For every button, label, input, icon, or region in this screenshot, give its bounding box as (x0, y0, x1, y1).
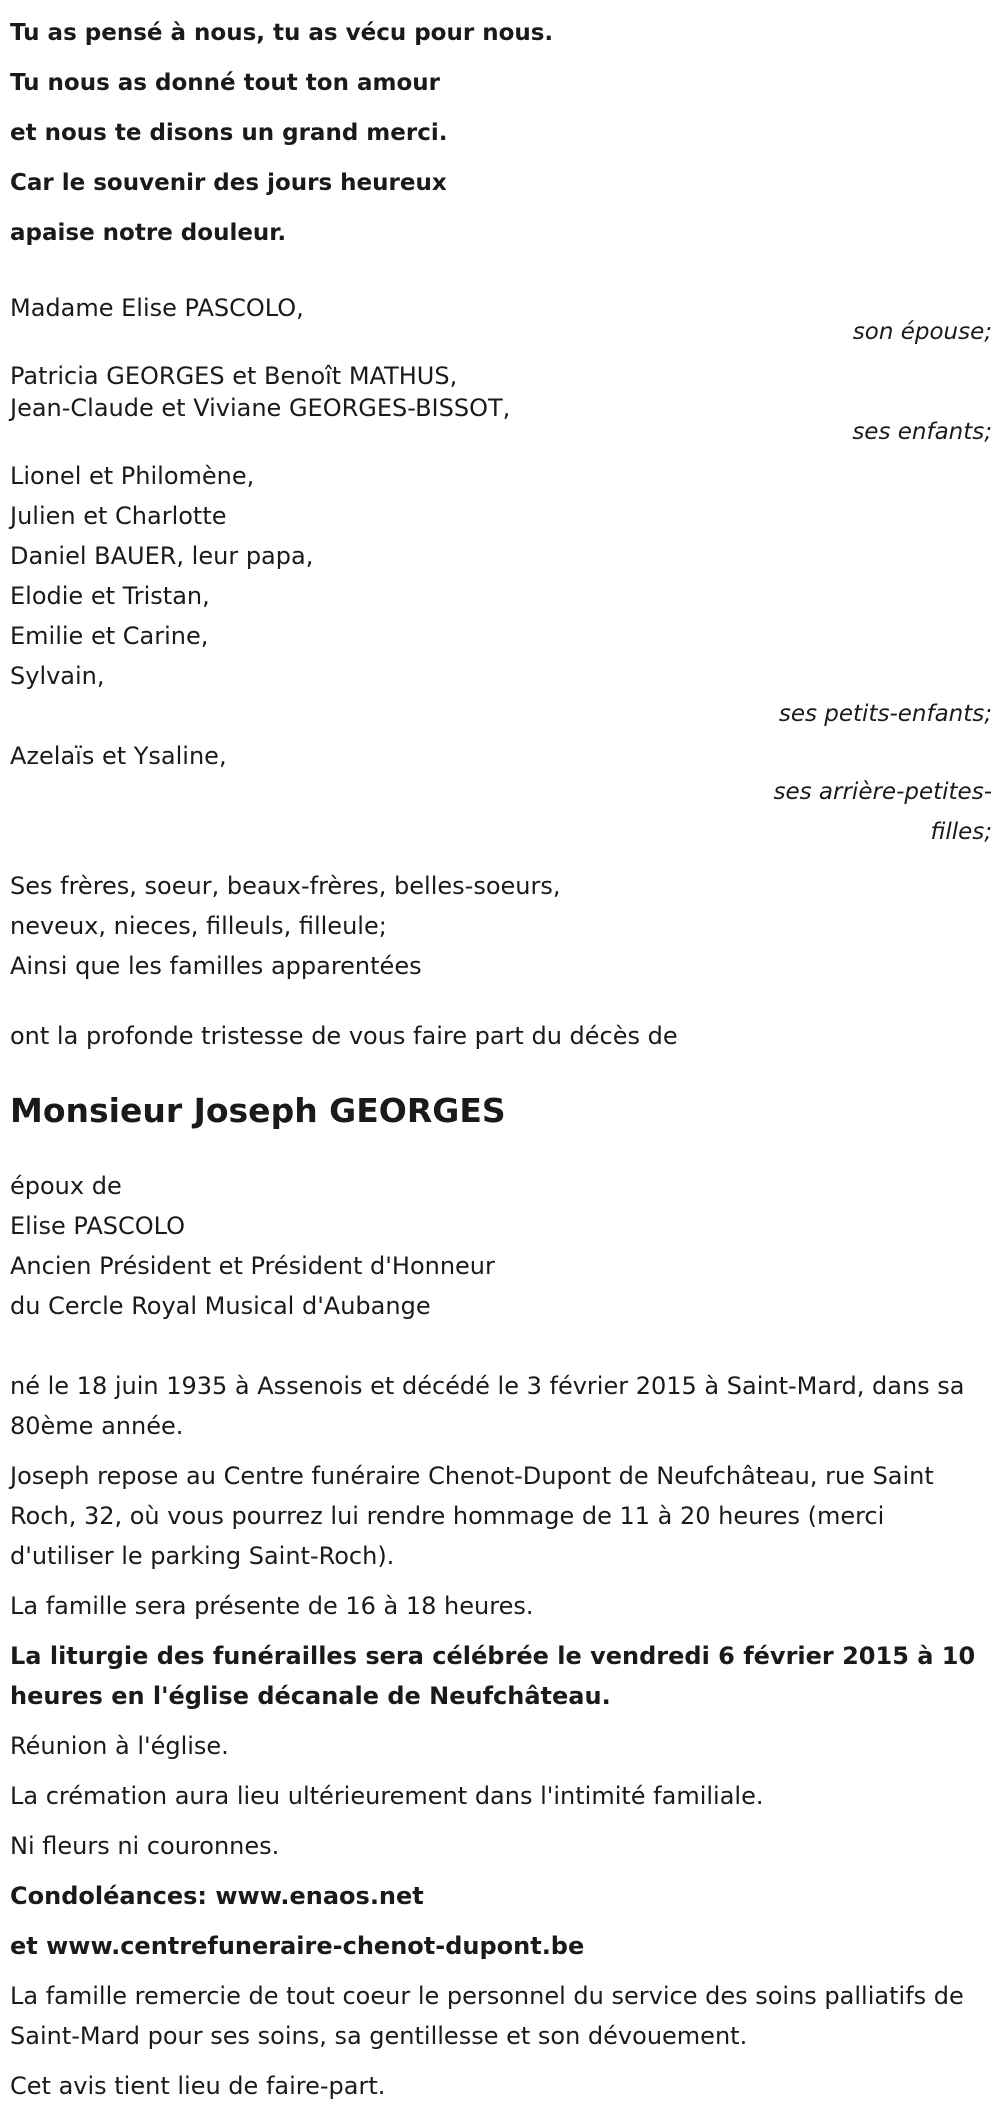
cremation-paragraph: La crémation aura lieu ultérieurement dans l'intimité familiale. (10, 1782, 764, 1810)
others-line: Ainsi que les familles apparentées (10, 952, 422, 980)
rest-paragraph: Joseph repose au Centre funéraire Chenot-Dupont de Neufchâteau, rue Saint Roch, 32, où vous pourrez lui rendre hommage de 11 à 20 heures (merci d'utiliser le parking Saint-Roch). (10, 1462, 934, 1570)
family-great-grandchildren (10, 736, 992, 852)
family-spouse (10, 288, 992, 352)
family-present-paragraph: La famille sera présente de 16 à 18 heures. (10, 1592, 534, 1620)
grandchild-name: Lionel et Philomène, (10, 462, 255, 490)
deceased-detail: Elise PASCOLO (10, 1212, 186, 1240)
announcement-text: ont la profonde tristesse de vous faire part du décès de (10, 1022, 678, 1050)
meeting-paragraph: Réunion à l'église. (10, 1732, 229, 1760)
family-grandchildren (10, 456, 992, 734)
others-line: Ses frères, soeur, beaux-frères, belles-soeurs, (10, 872, 561, 900)
liturgy-paragraph: La liturgie des funérailles sera célébrée le vendredi 6 février 2015 à 10 heures en l'église décanale de Neufchâteau. (10, 1642, 976, 1710)
no-flowers-paragraph: Ni fleurs ni couronnes. (10, 1832, 280, 1860)
spouse-name: Madame Elise PASCOLO, (10, 294, 304, 322)
others-line: neveux, nieces, filleuls, filleule; (10, 912, 387, 940)
grandchildren-role: ses petits-enfants; (778, 701, 992, 727)
deceased-detail: époux de (10, 1172, 122, 1200)
family-children (10, 356, 992, 452)
birth-paragraph: né le 18 juin 1935 à Assenois et décédé le 3 février 2015 à Saint-Mard, dans sa 80ème année. (10, 1372, 965, 1440)
great-grandchildren-role-line2: filles; (930, 819, 992, 845)
poem-line: et nous te disons un grand merci. (10, 120, 448, 146)
children-role: ses enfants; (852, 419, 992, 445)
grandchild-name: Julien et Charlotte (10, 502, 227, 530)
announcement (10, 1016, 992, 1056)
obituary-page (10, 0, 992, 2116)
spouse-role: son épouse; (852, 319, 992, 345)
grandchild-name: Emilie et Carine, (10, 622, 209, 650)
great-grandchildren-role-line1: ses arrière-petites- (773, 779, 992, 805)
poem-line: Tu as pensé à nous, tu as vécu pour nous. (10, 20, 554, 46)
great-grandchild-name: Azelaïs et Ysaline, (10, 742, 227, 770)
condolences-line-2: et www.centrefuneraire-chenot-dupont.be (10, 1932, 585, 1960)
poem-line: apaise notre douleur. (10, 220, 287, 246)
family-others (10, 866, 992, 986)
grandchild-name: Sylvain, (10, 662, 105, 690)
deceased-detail: du Cercle Royal Musical d'Aubange (10, 1292, 431, 1320)
deceased-detail: Ancien Président et Président d'Honneur (10, 1252, 495, 1280)
notice-paragraph: Cet avis tient lieu de faire-part. (10, 2072, 386, 2100)
child-name: Patricia GEORGES et Benoît MATHUS, (10, 362, 458, 390)
child-name: Jean-Claude et Viviane GEORGES-BISSOT, (10, 394, 511, 422)
grandchild-name: Daniel BAUER, leur papa, (10, 542, 314, 570)
deceased-name: Monsieur Joseph GEORGES (10, 1091, 506, 1130)
condolences-line-1: Condoléances: www.enaos.net (10, 1882, 424, 1910)
poem-line: Tu nous as donné tout ton amour (10, 70, 440, 96)
thanks-paragraph: La famille remercie de tout coeur le personnel du service des soins palliatifs de Saint-Mard pour ses soins, sa gentillesse et son dévouement. (10, 1982, 964, 2050)
poem-line: Car le souvenir des jours heureux (10, 170, 447, 196)
deceased-details (10, 1166, 992, 1326)
grandchild-name: Elodie et Tristan, (10, 582, 210, 610)
poem (10, 8, 992, 258)
